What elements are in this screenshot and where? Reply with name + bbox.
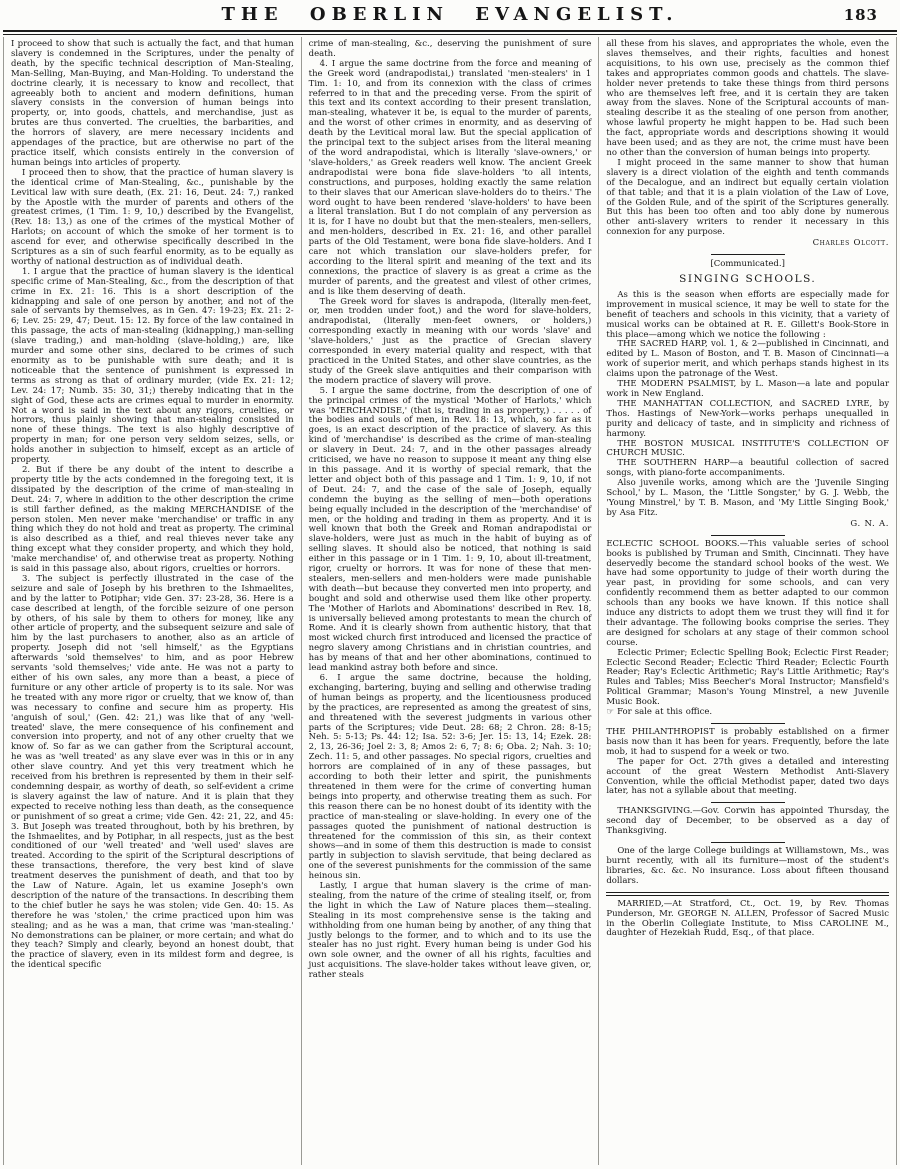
book-notice-juvenile-works: Also juvenile works, among which are the 'Juvenile Singing School,' by L. Mason, the 'Little Songster,' by G. J. Webb, the 'Young Minstrel,' by T. B. Mason, and 'My Little Singing Book,' by Asa Fitz. — [606, 478, 890, 518]
article-body-paragraph: 4. I argue the same doctrine from the force and meaning of the Greek word (andrapodistai,) translated 'men-stealers' in 1 Tim. 1: 10, and from its connexion with the class of crimes referred to in that and the preceding verse. From the spirit of this text and its context according to their present translation, man-stealing, whatever it be, is equal to the murder of parents, and the worst of other crimes in enormity, and as deserving of death by the Levitical moral law. But the special application of the principal text to the subject arises from the literal meaning of the word andrapodistai, which is literally 'slave-owners,' or 'slave-holders,' as Greek readers well know. The ancient Greek andrapodistai were bona fide slave-holders 'to all intents, constructions, and purposes, holding exactly the same relation to their slaves that our American slave-holders do to theirs.' The word ought to have been rendered 'slave-holders' to have been a literal translation. But I do not complain of any perversion as it is, for I have no doubt but that the men-stealers, men-sellers, and men-holders, described in Ex. 21: 16, and other parallel parts of the Old Testament, were bona fide slave-holders. And I care not which translation our slave-holders prefer, for according to the literal spirit and meaning of the text and its connexions, the practice of slavery is as great a crime as the murder of parents, and the greatest and vilest of other crimes, and is like them deserving of death. — [308, 58, 592, 297]
book-notice-boston-institute: THE BOSTON MUSICAL INSTITUTE'S COLLECTION OF CHURCH MUSIC. — [606, 438, 890, 459]
page-number: 183 — [843, 6, 878, 24]
eclectic-school-books-paragraph: ECLECTIC SCHOOL BOOKS.—This valuable series of school books is published by Truman and Smith, Cincinnati. They have deservedly become the standard school books of the west. We have had some opportunity to judge of their worth during the year past, in providing for some schools, and can very confidently recommend them as better adapted to our common schools than any books we have known. If this notice shall induce any districts to adopt them we trust they will find it for their advantage. The following books comprise the series. They are designed for scholars at any stage of their common school course. — [606, 538, 890, 648]
article-body-paragraph: I might proceed in the same manner to show that human slavery is a direct violation of the eighth and tenth commands of the Decalogue, and an indirect but equally certain violation of that table; and that it is a plain violation of the Law of Love, of the Golden Rule, and of the spirit of the Scriptures generally. But this has been too often and too ably done by numerous other anti-slavery writers to render it necessary in this connexion for any purpose. — [606, 157, 890, 238]
philanthropist-paragraph: THE PHILANTHROPIST is probably established on a firmer basis now than it has been for years. Frequently, before the late mob, it had to suspend for a week or two. — [606, 727, 890, 757]
book-notice-southern-harp: THE SOUTHERN HARP—a beautiful collection of sacred songs, with piano-forte accompaniments. — [606, 458, 890, 479]
masthead-title: THE OBERLIN EVANGELIST. — [221, 4, 679, 25]
column-2 — [302, 37, 600, 1165]
article-body-paragraph: I proceed to show that such is actually the fact, and that human slavery is condemned in the Scriptures, under the penalty of death, by the specific technical description of Man-Stealing, Man-Selling, Man-Buying, and Man-Holding. To understand the doctrine clearly, it is necessary to know and recollect, that agreeably both to ancient and modern definitions, human slavery consists in the conversion of human beings into property, or, into goods, chattels, and merchandise, just as brutes are thus converted. The cruelties, the barbarities, and the horrors of slavery, are mere necessary incidents and appendages of the practice, but are otherwise no part of the practice itself, which consists entirely in the conversion of human beings into articles of property. — [11, 39, 294, 168]
column-3 — [599, 37, 897, 1165]
book-notice-modern-psalmist: THE MODERN PSALMIST, by L. Mason—a late and popular work in New England. — [606, 379, 890, 399]
for-sale-notice: ☞ For sale at this office. — [606, 707, 713, 718]
section-rule — [711, 535, 785, 536]
signature-gna: G. N. A. — [850, 518, 890, 529]
article-body-paragraph: 1. I argue that the practice of human slavery is the identical specific crime of Man-Stealing, &c., from the description of that crime in Ex. 21: 16. This is a short description of the kidnapping and sale of one person by another, and not of the sale of servants by themselves, as in Gen. 47: 19-23; Ex. 21: 2-6; Lev. 25: 29, 47; Deut. 15: 12. By force of the law contained in this passage, the acts of man-stealing (kidnapping,) man-selling (slave trading,) and man-holding (slave-holding,) are, like murder and some other sins, declared to be crimes of such enormity as to be punishable with sure death; and it is noticeable that the sentence of punishment is expressed in terms as strong as that of ordinary murder, (vide Ex. 21: 12; Lev. 24: 17; Numb. 35: 30, 31;) thereby indicating that in the sight of God, these acts are crimes equal to murder in enormity. Not a word is said in the text about any rigors, cruelties, or horrors, thus plainly showing that man-stealing consisted in none of these things. The text is also highly descriptive of property in man; for one person very seldom seizes, sells, or holds another in subjection to himself, except as an article of property. — [11, 266, 294, 466]
signature-charles-olcott: Charles Olcott. — [812, 238, 890, 249]
section-rule-double — [606, 892, 889, 896]
article-body-paragraph: 3. The subject is perfectly illustrated in the case of the seizure and sale of Joseph by his brethren to the Ishmaelites, and by the latter to Potiphar; vide Gen. 37: 23-28, 36. Here is a case described at length, of the forcible seizure of one person by others, of his sale by them to others for money, like any other article of property, and the subsequent seizure and sale of him by the last purchasers to another, also as an article of property. Joseph did not 'sell himself,' as the Egyptians afterwards 'sold themselves' to him, and as poor Hebrew servants 'sold themselves;' vide ante. He was not a party to either of his own sales, any more than a beast, a piece of furniture or any other article of property is to its sale. Nor was he treated with any more rigor or cruelty, that we know of, than was necessary to confine and secure him as property. His 'anguish of soul,' (Gen. 42: 21,) was like that of any 'well-treated' slave, the mere consequence of his confinement and conversion into property, and not of any other cruelty that we know of. So far as we can gather from the Scriptural account, he was as 'well treated' as any slave ever was in this or in any other slave country. And yet this very treatment which he received from his brethren is represented by them in their self-condemning despair, as worthy of death, so self-evident a crime is slavery against the law of nature. And it is plain that they expected to receive nothing less than death, as the consequence or punishment of so great a crime; vide Gen. 42: 21, 22, and 45: 3. But Joseph was treated throughout, both by his brethren, by the Ishmaelites, and by Potiphar, in all respects, just as the best conditioned of our 'well treated' and 'well used' slaves are treated. According to the spirit of the Scriptural descriptions of these transactions, therefore, the very best kind of slave treatment deserves the punishment of death, and that too by the Law of Nature. Again, let us examine Joseph's own description of the nature of the transactions. In describing them to the chief butler he says he was stolen; vide Gen. 40: 15. As therefore he was 'stolen,' the crime practiced upon him was stealing; and as he was a man, that crime was 'man-stealing.' No demonstrations can be plainer, or more certain; and what do they teach? Simply and clearly, beyond an honest doubt, that the practice of slavery, even in its mildest form and degree, is the identical specific — [11, 573, 294, 971]
article-body-paragraph: crime of man-stealing, &c., deserving the punishment of sure death. — [308, 39, 592, 59]
college-fire-notice: One of the large College buildings at Williamstown, Ms., was burnt recently, with all its furniture—most of the student's libraries, &c. &c. No insurance. Loss about fifteen thousand dollars. — [606, 846, 890, 886]
masthead-rule — [3, 30, 897, 35]
thanksgiving-notice: THANKSGIVING.—Gov. Corwin has appointed Thursday, the second day of December, to be observed as a day of Thanksgiving. — [606, 806, 890, 837]
article-body-paragraph: As this is the season when efforts are especially made for improvement in musical science, it may be well to state for the benefit of teachers and schools in this vicinity, that a variety of musical works can be obtained at R. E. Gillett's Book-Store in this place—among which we notice the following : — [606, 289, 890, 340]
philanthropist-paragraph: The paper for Oct. 27th gives a detailed and interesting account of the great Western Methodist Anti-Slavery Convention, while the official Methodist paper, dated two days later, has not a syllable about that meeting. — [606, 756, 890, 797]
article-body-paragraph: 6. I argue the same doctrine, because the holding, exchanging, bartering, buying and selling and otherwise trading of human beings as property, and the licentiousness produced by the practices, are represented as among the greatest of sins, and threatened with the severest judgments in various other parts of the Scriptures; vide Deut. 28: 68; 2 Chron. 28: 8-15; Neh. 5: 5-13; Ps. 44: 12; Isa. 52: 3-6; Jer. 15: 13, 14; Ezek. 28: 2, 13, 26-36; Joel 2: 3, 8; Amos 2: 6, 7; 8: 6; Oba. 2; Nah. 3: 10; Zech. 11: 5, and other passages. No special rigors, cruelties and horrors are complained of in any of these passages, but according to both their letter and spirit, the punishments threatened in them were for the crime of converting human beings into property, and otherwise treating them as such. For this reason there can be no honest doubt of its identity with the practice of man-stealing or slave-holding. In every one of the passages quoted the punishment of national destruction is threatened for the commission of this sin, as their context shows—and in some of them this destruction is made to consist partly in subjection to slavish servitude, that being declared as one of the severest punishments for the commission of the same heinous sin. — [308, 673, 592, 882]
column-1 — [4, 37, 302, 1165]
eclectic-book-list: Eclectic Primer; Eclectic Spelling Book; Eclectic First Reader; Eclectic Second Reader; Eclectic Third Reader; Eclectic Fourth Reader; Ray's Eclectic Arithmetic; Ray's Little Arithmetic; Ray's Rules and Tables; Miss Beecher's Moral Instructor; Mansfield's Political Grammar; Mason's Young Minstrel, a new Juvenile Music Book. — [606, 647, 890, 708]
article-body-paragraph: all these from his slaves, and appropriates the whole, even the slaves themselves, and their rights, faculties and honest acquisitions, to his own use, precisely as the common thief takes and appropriates common goods and chattels. The slave-holder never pretends to take these things from third persons who are themselves left free, and it is certain they are taken away from the slaves. None of the Scriptural accounts of man-stealing describe it as the stealing of one person from another, whose lawful property he might happen to be. Had such been the fact, appropriate words and descriptions showing it would have been used; and as they are not, the crime must have been no other than the conversion of human beings into property. — [606, 39, 890, 158]
book-notice-sacred-harp: THE SACRED HARP, vol. 1, & 2—published in Cincinnati, and edited by L. Mason of Boston, and T. B. Mason of Cincinnati—a work of superior merit, and which perhaps stands highest in its claims upon the patronage of the West. — [606, 339, 890, 380]
communicated-label: [Communicated.] — [710, 259, 785, 270]
book-notice-manhattan-collection: THE MANHATTAN COLLECTION, and SACRED LYRE, by Thos. Hastings of New-York—works perhaps unequalled in purity and delicacy of taste, and in simplicity and richness of harmony. — [606, 398, 890, 439]
article-columns — [3, 37, 897, 1165]
section-rule — [711, 802, 785, 803]
masthead — [0, 0, 900, 30]
article-body-paragraph: I proceed then to show, that the practice of human slavery is the identical crime of Man-Stealing, &c., punishable by the Levitical law with sure death, (Ex. 21: 16, Deut. 24: 7,) ranked by the Apostle with the murder of parents and others of the greatest crimes, (1 Tim. 1: 9, 10,) described by the Evangelist, (Rev. 18: 13,) as one of the crimes of the mystical Mother of Harlots; on account of which the smoke of her torment is to ascend for ever, and otherwise specifically described in the Scriptures as a sin of such fearful enormity, as to be equally as worthy of national destruction as of individual death. — [11, 167, 294, 267]
article-body-paragraph: 5. I argue the same doctrine, from the description of one of the principal crimes of the mystical 'Mother of Harlots,' which was 'MERCHANDISE,' (that is, trading in as property,) . . . . . of the bodies and souls of men, in Rev. 18: 13, which, so far as it goes, is an exact description of the practice of slavery. As this kind of 'merchandise' is described as the crime of man-stealing or slavery in Deut. 24: 7, and in the other passages already criticised, we have no reason to suppose it meant any thing else in this passage. And it is worthy of special remark, that the letter and object both of this passage and 1 Tim. 1: 9, 10, if not of Deut. 24: 7, and the case of the sale of Joseph, equally condemn the buying as the selling of men—both operations being equally included in the description of the 'merchandise' of men, or the holding and trading in them as property. And it is well known that both the Greek and Roman andrapodistai or slave-holders, were just as much in the habit of buying as of selling slaves. It should also be noticed, that nothing is said either in this passage or in 1 Tim. 1: 9, 10, about ill-treatment, rigor, cruelty or horrors. It was for none of these that men-stealers, men-sellers and men-holders were made punishable with death—but because they converted men into property, and bought and sold and otherwise used them like other property. The 'Mother of Harlots and Abominations' described in Rev. 18, is universally believed among protestants to mean the church of Rome. And it is clearly shown from authentic history, that that most wicked church first introduced and licensed the practice of negro slavery among Christians and in christian countries, and has by means of that and her other abominations, continued to lead mankind astray both before and since. — [308, 385, 592, 674]
article-body-paragraph: Lastly, I argue that human slavery is the crime of man-stealing, from the nature of the crime of stealing itself, or, from the light in which the Law of Nature places them—stealing. Stealing in its most comprehensive sense is the taking and withholding from one human being by another, of any thing that justly belongs to the former, and to which and to its use the stealer has no just right. Every human being is under God his own sole owner, and the owner of all his rights, faculties and just acquisitions. The slave-holder takes without leave given, or, rather steals — [308, 881, 592, 981]
section-rule — [711, 723, 785, 724]
section-rule — [711, 254, 785, 255]
article-body-paragraph: The Greek word for slaves is andrapoda, (literally men-feet, or, men trodden under foot,) and the word for slave-holders, andrapodistai, (literally men-feet owners, or holders,) corresponding exactly in meaning with our words 'slave' and 'slave-holders,' just as the practice of Grecian slavery corresponded in every material quality and respect, with that practiced in the United States, and other slave countries, as the study of the Greek slave antiquities and their comparison with the modern practice of slavery will prove. — [308, 296, 592, 386]
married-notice: MARRIED,—At Stratford, Ct., Oct. 19, by Rev. Thomas Punderson, Mr. GEORGE N. ALLEN, Professor of Sacred Music in the Oberlin Collegiate Institute, to Miss CAROLINE M., daughter of Hezekiah Rudd, Esq., of that place. — [606, 898, 890, 939]
article-body-paragraph: 2. But if there be any doubt of the intent to describe a property title by the acts condemned in the foregoing text, it is dissipated by the description of the crime of man-stealing in Deut. 24: 7, where in addition to the other description the crime is still farther defined, as the making MERCHANDISE of the person stolen. Men never make 'merchandise' or traffic in any thing which they do not hold and treat as property. The criminal is also described as a thief, and real thieves never take any thing except what they consider property, and which they hold, 'make merchandise' of, and otherwise treat as property. Nothing is said in this passage also, about rigors, cruelties or horrors. — [11, 464, 294, 575]
section-rule — [711, 842, 785, 843]
article-title-singing-schools: SINGING SCHOOLS. — [679, 272, 817, 285]
